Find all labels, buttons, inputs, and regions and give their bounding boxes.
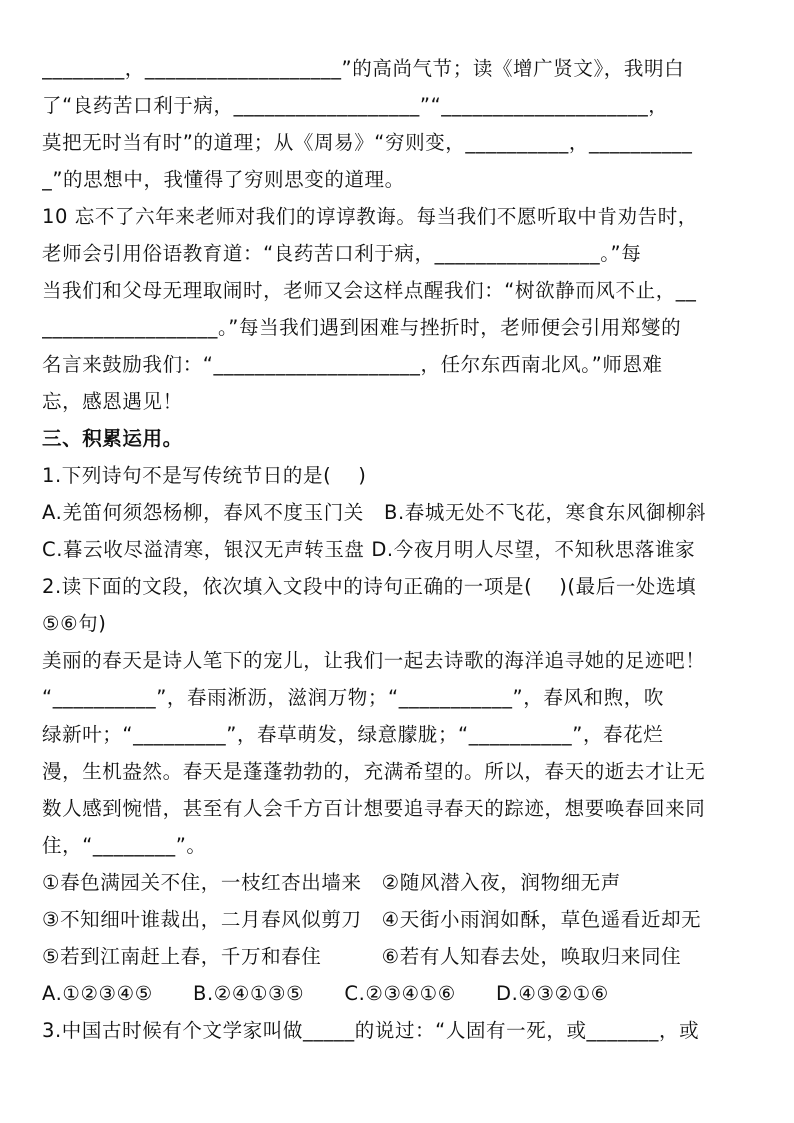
question-1-options-ab: A.羌笛何须怨杨柳，春风不度玉门关 B.春城无处不飞花，寒食东风御柳斜 — [42, 501, 707, 524]
question-3-stem: 3.中国古时候有个文学家叫做_____的说过：“人固有一死，或_______，或 — [42, 1019, 700, 1042]
text-line: ________，___________________”的高尚气节；读《增广贤文》，我明白 — [42, 57, 685, 80]
section-heading: 三、积累运用。 — [42, 427, 183, 450]
text-line: 莫把无时当有时”的道理；从《周易》“穷则变，__________，__________ — [42, 131, 693, 154]
passage-line: 住，“________”。 — [42, 834, 207, 857]
passage-line: “__________”，春雨淅沥，滋润万物；“___________”，春风和煦，吹 — [42, 686, 664, 709]
poem-choices-line: ③不知细叶谁裁出，二月春风似剪刀 ④天街小雨润如酥，草色遥看近却无 — [42, 908, 702, 931]
text-line: 名言来鼓励我们：“____________________，任尔东西南北风。”师恩难 — [42, 353, 663, 376]
poem-choices-line: ①春色满园关不住，一枝红杏出墙来 ②随风潜入夜，润物细无声 — [42, 871, 621, 894]
poem-choices-line: ⑤若到江南赶上春，千万和春住 ⑥若有人知春去处，唤取归来同住 — [42, 945, 682, 968]
question-1-options-cd: C.暮云收尽溢清寒，银汉无声转玉盘 D.今夜月明人尽望，不知秋思落谁家 — [42, 538, 696, 561]
text-line: 当我们和父母无理取闹时，老师又会这样点醒我们：“树欲静而风不止，__ — [42, 279, 697, 302]
passage-line: 美丽的春天是诗人笔下的宠儿，让我们一起去诗歌的海洋追寻她的足迹吧！ — [42, 649, 706, 672]
question-2-stem-cont: ⑤⑥句) — [42, 612, 107, 635]
question-1-stem: 1.下列诗句不是写传统节日的是( ) — [42, 464, 367, 487]
text-line: _________________。”每当我们遇到困难与挫折时，老师便会引用郑燮的 — [42, 316, 682, 339]
passage-line: 数人感到惋惜，甚至有人会千方百计想要追寻春天的踪迹，想要唤春回来同 — [42, 797, 706, 820]
text-line: 老师会引用俗语教育道：“良药苦口利于病，________________。”每 — [42, 242, 642, 265]
question-10-line: 10 忘不了六年来老师对我们的谆谆教诲。每当我们不愿听取中肯劝告时， — [42, 205, 698, 228]
text-line: 了“良药苦口利于病，__________________”“____________________， — [42, 94, 669, 117]
question-2-stem: 2.读下面的文段，依次填入文段中的诗句正确的一项是( )(最后一处选填 — [42, 575, 697, 598]
text-line: _”的思想中，我懂得了穷则思变的道理。 — [42, 168, 405, 191]
question-2-options: A.①②③④⑤ B.②④①③⑤ C.②③④①⑥ D.④③②①⑥ — [42, 982, 609, 1005]
text-line: 忘，感恩遇见！ — [42, 390, 183, 413]
passage-line: 漫，生机盎然。春天是蓬蓬勃勃的，充满希望的。所以，春天的逝去才让无 — [42, 760, 706, 783]
passage-line: 绿新叶；“_________”，春草萌发，绿意朦胧；“__________”，春花烂 — [42, 723, 664, 746]
